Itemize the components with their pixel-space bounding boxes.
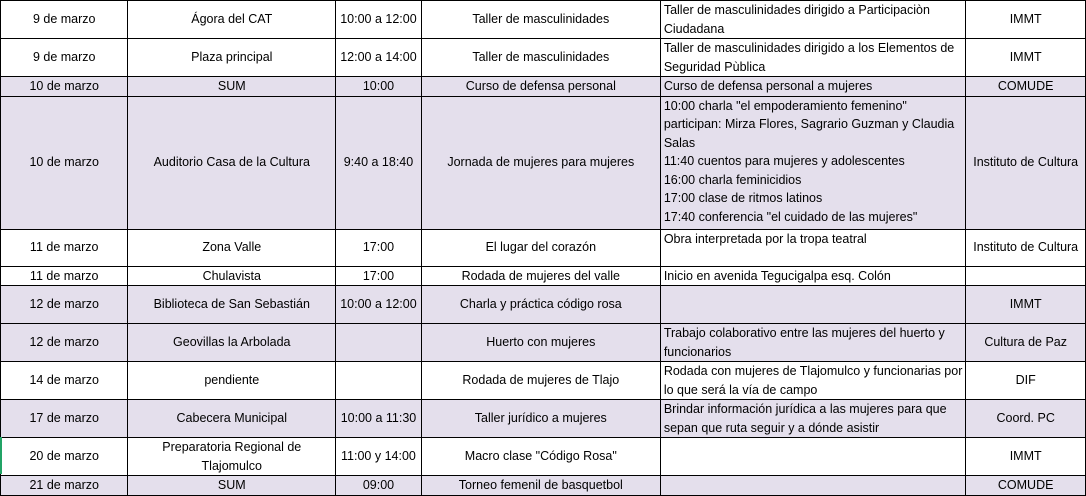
description-cell-line: 17:40 conferencia "el cuidado de las mujeres" — [663, 209, 918, 224]
date-cell[interactable]: 10 de marzo — [1, 77, 128, 97]
place-cell-line: Geovillas la Arbolada — [173, 335, 291, 350]
description-cell[interactable] — [660, 266, 966, 286]
place-cell-line: Ágora del CAT — [191, 12, 273, 27]
description-cell-line: 11:40 cuentos para mujeres y adolescentes — [663, 154, 905, 168]
activity-cell[interactable]: Taller de masculinidades — [421, 39, 660, 77]
description-cell-line: lo que será la vía de campo — [663, 382, 818, 397]
place-cell-line: Tlajomulco — [201, 458, 262, 473]
place-cell[interactable] — [128, 39, 336, 77]
date-cell[interactable]: 11 de marzo — [1, 266, 128, 286]
description-cell-line: Obra interpretada por la tropa teatral — [663, 231, 867, 246]
place-cell[interactable] — [128, 400, 336, 438]
responsible-cell[interactable]: IMMT — [966, 1, 1086, 39]
place-cell-line: SUM — [217, 478, 246, 492]
table-row — [1, 400, 1086, 438]
time-cell[interactable]: 9:40 a 18:40 — [336, 96, 422, 229]
responsible-cell[interactable]: IMMT — [966, 286, 1086, 324]
description-cell-line: Inicio en avenida Tegucigalpa esq. Colón — [663, 268, 891, 283]
description-cell-line: funcionarios — [663, 344, 732, 359]
description-cell-line: Taller de masculinidades dirigido a Participaciòn — [663, 3, 930, 17]
place-cell-line: Cabecera Municipal — [176, 411, 288, 426]
activity-cell[interactable]: Charla y práctica código rosa — [421, 286, 660, 324]
date-cell[interactable]: 12 de marzo — [1, 324, 128, 362]
table-row — [1, 96, 1086, 229]
activity-cell[interactable]: Torneo femenil de basquetbol — [421, 476, 660, 496]
responsible-cell[interactable]: IMMT — [966, 438, 1086, 476]
activity-cell[interactable]: Rodada de mujeres de Tlajo — [421, 362, 660, 400]
description-cell[interactable] — [660, 229, 966, 266]
activity-cell[interactable]: Curso de defensa personal — [421, 77, 660, 97]
description-cell[interactable] — [660, 39, 966, 77]
activity-cell[interactable]: Taller jurídico a mujeres — [421, 400, 660, 438]
date-cell[interactable]: 9 de marzo — [1, 39, 128, 77]
responsible-cell[interactable]: IMMT — [966, 39, 1086, 77]
description-cell-line: Salas — [663, 135, 696, 150]
time-cell[interactable]: 17:00 — [336, 229, 422, 266]
table-row — [1, 362, 1086, 400]
table-row — [1, 229, 1086, 266]
place-cell[interactable] — [128, 438, 336, 476]
place-cell-line: pendiente — [204, 373, 260, 388]
description-cell[interactable] — [660, 286, 966, 324]
time-cell[interactable]: 11:00 y 14:00 — [336, 438, 422, 476]
date-cell[interactable]: 17 de marzo — [1, 400, 128, 438]
date-cell[interactable]: 9 de marzo — [1, 1, 128, 39]
description-cell[interactable] — [660, 1, 966, 39]
table-row — [1, 286, 1086, 324]
description-cell-line: 16:00 charla feminicidios — [663, 172, 802, 187]
description-cell[interactable] — [660, 476, 966, 496]
place-cell[interactable] — [128, 476, 336, 496]
place-cell-line: Auditorio Casa de la Cultura — [153, 155, 310, 170]
time-cell[interactable]: 09:00 — [336, 476, 422, 496]
place-cell[interactable] — [128, 266, 336, 286]
table-row — [1, 1, 1086, 39]
time-cell[interactable]: 10:00 a 12:00 — [336, 286, 422, 324]
description-cell-line: Trabajo colaborativo entre las mujeres del huerto y — [663, 326, 945, 340]
place-cell-line: Plaza principal — [191, 50, 273, 65]
activity-cell[interactable]: Taller de masculinidades — [421, 1, 660, 39]
description-cell-line: Seguridad Pùblica — [663, 59, 766, 74]
place-cell-line: Zona Valle — [202, 240, 262, 255]
description-cell-line: Rodada con mujeres de Tlajomulco y funcionarias por — [663, 364, 963, 378]
responsible-cell[interactable]: COMUDE — [966, 476, 1086, 496]
activity-cell[interactable]: Huerto con mujeres — [421, 324, 660, 362]
date-cell[interactable]: 11 de marzo — [1, 229, 128, 266]
time-cell[interactable]: 10:00 — [336, 77, 422, 97]
place-cell-line: Preparatoria Regional de — [162, 440, 302, 454]
date-cell[interactable]: 10 de marzo — [1, 96, 128, 229]
responsible-cell[interactable] — [966, 266, 1086, 286]
place-cell-line: Biblioteca de San Sebastián — [153, 297, 310, 312]
description-cell[interactable] — [660, 77, 966, 97]
place-cell[interactable] — [128, 286, 336, 324]
time-cell[interactable]: 17:00 — [336, 266, 422, 286]
responsible-cell[interactable]: Instituto de Cultura — [966, 96, 1086, 229]
description-cell[interactable] — [660, 438, 966, 476]
description-cell-line: Taller de masculinidades dirigido a los Elementos de — [663, 41, 955, 55]
place-cell[interactable] — [128, 1, 336, 39]
description-cell[interactable] — [660, 400, 966, 438]
responsible-cell[interactable]: COMUDE — [966, 77, 1086, 97]
responsible-cell[interactable]: DIF — [966, 362, 1086, 400]
table-row — [1, 476, 1086, 496]
description-cell-line: sepan que ruta seguir y a dónde asistir — [663, 420, 880, 435]
date-cell[interactable]: 20 de marzo — [1, 438, 128, 476]
description-cell-line: Brindar información jurídica a las mujeres para que — [663, 402, 947, 416]
activity-cell[interactable]: Jornada de mujeres para mujeres — [421, 96, 660, 229]
place-cell[interactable] — [128, 229, 336, 266]
place-cell-line: SUM — [217, 79, 246, 93]
activity-cell[interactable]: Macro clase "Código Rosa" — [421, 438, 660, 476]
description-cell-line: Ciudadana — [663, 21, 725, 36]
cell-selection-edge — [0, 437, 2, 474]
description-cell[interactable] — [660, 362, 966, 400]
description-cell[interactable] — [660, 96, 966, 229]
time-cell[interactable]: 12:00 a 14:00 — [336, 39, 422, 77]
table-row — [1, 266, 1086, 286]
time-cell[interactable]: 10:00 a 11:30 — [336, 400, 422, 438]
responsible-cell[interactable]: Instituto de Cultura — [966, 229, 1086, 266]
table-row — [1, 77, 1086, 97]
table-row — [1, 324, 1086, 362]
responsible-cell[interactable]: Cultura de Paz — [966, 324, 1086, 362]
time-cell[interactable]: 10:00 a 12:00 — [336, 1, 422, 39]
place-cell[interactable] — [128, 77, 336, 97]
place-cell[interactable] — [128, 96, 336, 229]
description-cell-line: 17:00 clase de ritmos latinos — [663, 191, 823, 205]
activity-cell[interactable]: El lugar del corazón — [421, 229, 660, 266]
time-cell[interactable] — [336, 362, 422, 400]
table-row — [1, 438, 1086, 476]
date-cell[interactable]: 14 de marzo — [1, 362, 128, 400]
place-cell-line: Chulavista — [202, 268, 261, 283]
responsible-cell[interactable]: Coord. PC — [966, 400, 1086, 438]
description-cell-line: 10:00 charla "el empoderamiento femenino" — [663, 98, 907, 113]
time-cell[interactable] — [336, 324, 422, 362]
description-cell-line: Curso de defensa personal a mujeres — [663, 79, 873, 93]
place-cell[interactable] — [128, 362, 336, 400]
description-cell-line: participan: Mirza Flores, Sagrario Guzman y Claudia — [663, 117, 955, 131]
date-cell[interactable]: 21 de marzo — [1, 476, 128, 496]
table-row — [1, 39, 1086, 77]
activity-cell[interactable]: Rodada de mujeres del valle — [421, 266, 660, 286]
place-cell[interactable] — [128, 324, 336, 362]
date-cell[interactable]: 12 de marzo — [1, 286, 128, 324]
description-cell[interactable] — [660, 324, 966, 362]
